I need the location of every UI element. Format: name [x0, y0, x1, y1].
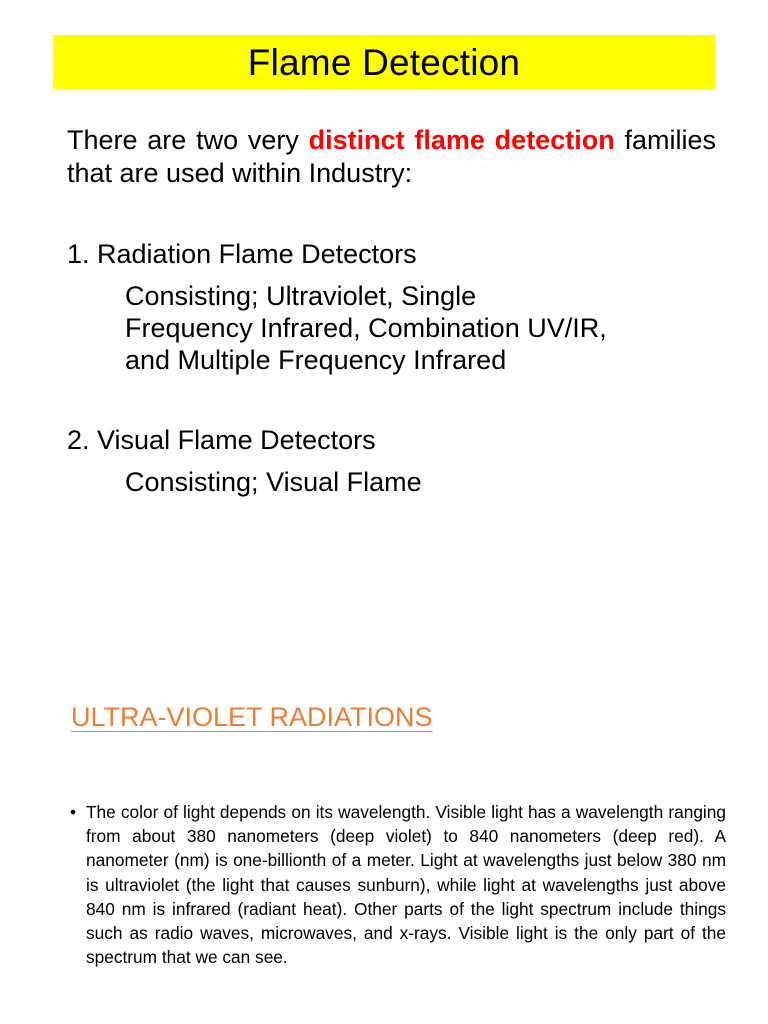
- item-1-detail-line-2: Frequency Infrared, Combination UV/IR,: [125, 313, 607, 343]
- item-1-detail-line-1: Consisting; Ultraviolet, Single: [125, 281, 477, 311]
- item-1-title: 1. Radiation Flame Detectors: [67, 239, 417, 269]
- bullet-marker: •: [70, 802, 77, 822]
- slide-title: Flame Detection: [247, 41, 521, 83]
- item-1-detail-line-3: and Multiple Frequency Infrared: [125, 345, 507, 375]
- intro-paragraph: [67, 124, 716, 190]
- bullet-paragraph: [70, 800, 726, 969]
- intro-highlight: distinct flame detection: [308, 125, 615, 155]
- section-heading: ULTRA-VIOLET RADIATIONS: [71, 702, 433, 732]
- intro-text-after: families that are used within Industry:: [67, 125, 716, 188]
- bullet-text: The color of light depends on its wavelength. Visible light has a wavelength ranging from about 380 nanometers (deep violet) to 840 nanometers (deep red). A nanometer (nm) is one-billionth of a meter. Light at wavelengths just below 380 nm is ultraviolet (the light that causes sunburn), while light at wavelengths just above 840 nm is infrared (radiant heat). Other parts of the light spectrum include things such as radio waves, microwaves, and x-rays. Visible light is the only part of the spectrum that we can see.: [86, 802, 726, 968]
- intro-text-before: There are two very: [67, 125, 309, 155]
- item-2-title: 2. Visual Flame Detectors: [67, 425, 376, 455]
- title-bar: [53, 35, 715, 89]
- item-2-detail-line-1: Consisting; Visual Flame: [125, 467, 422, 497]
